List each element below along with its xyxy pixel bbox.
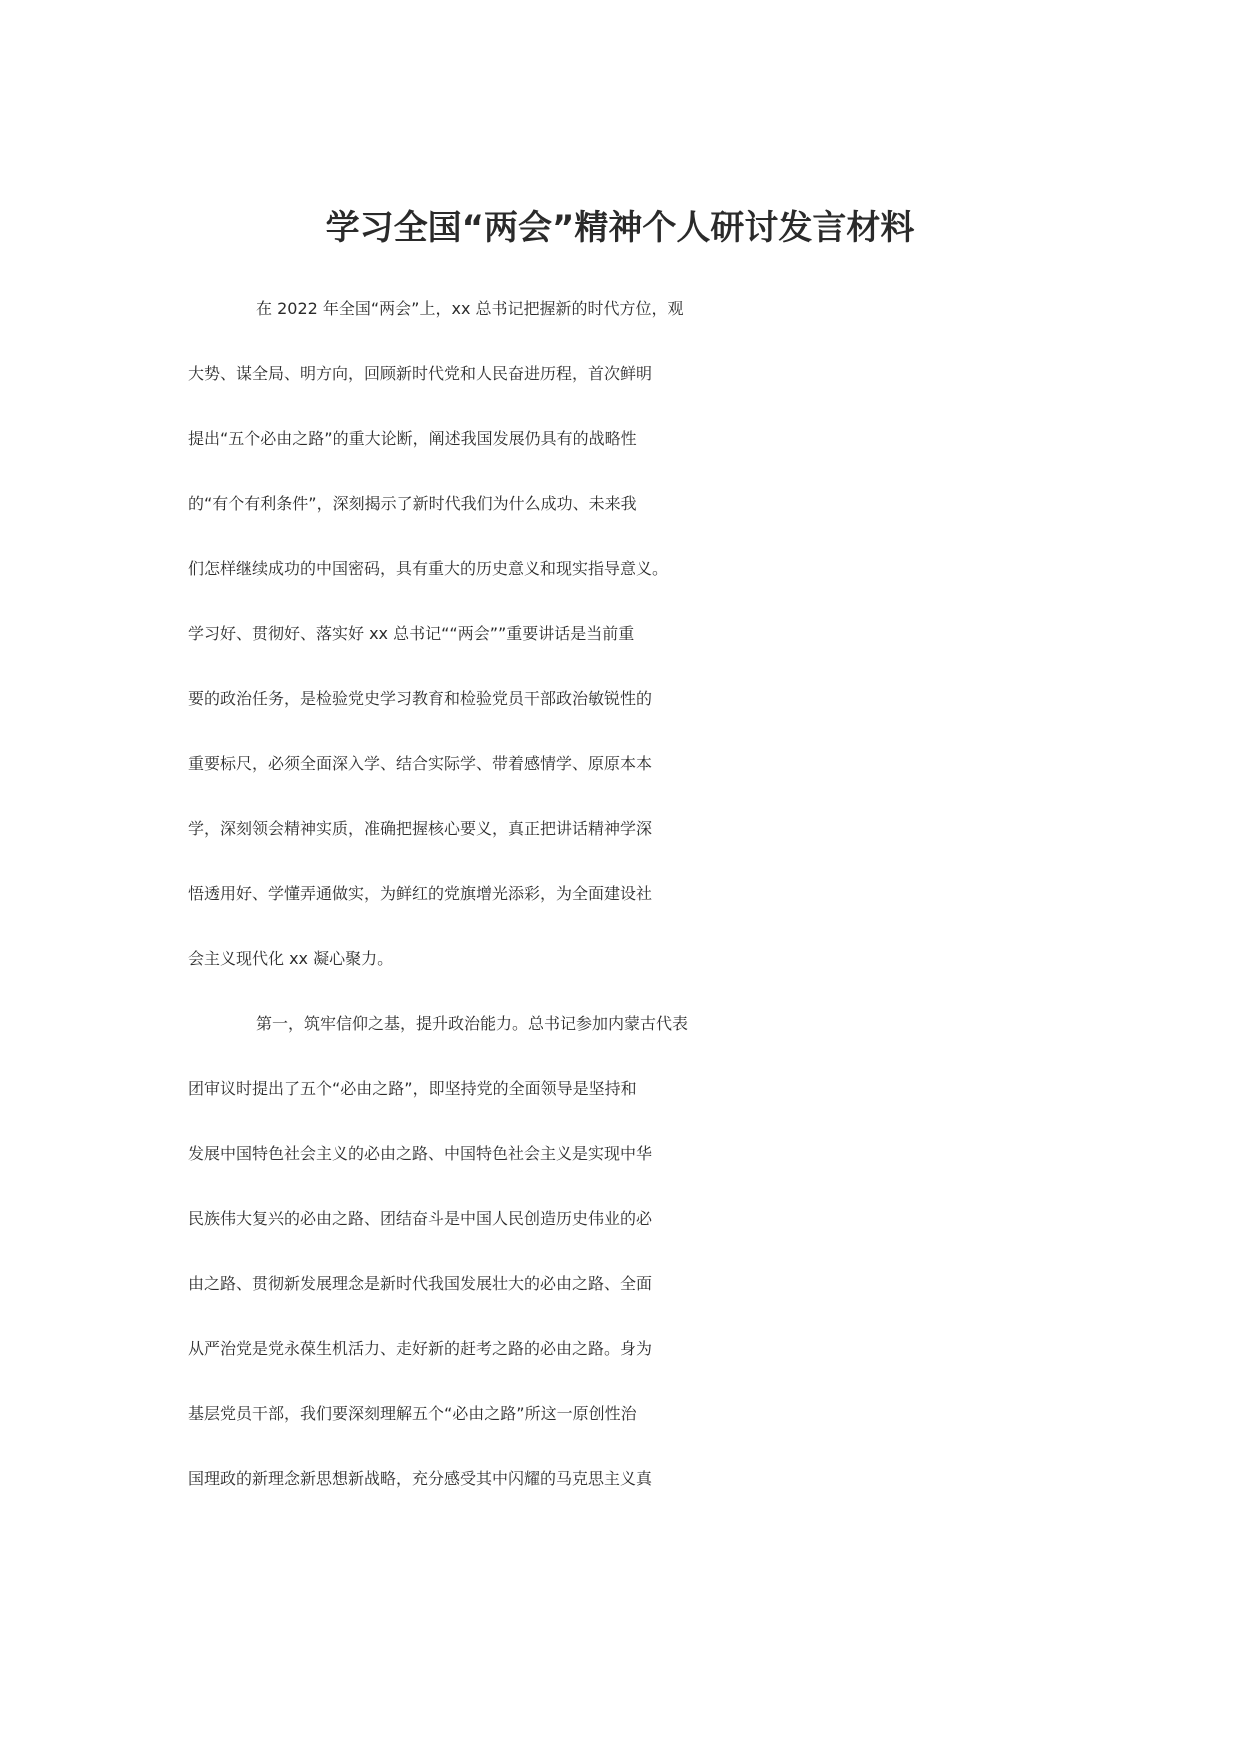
paragraph-line: 的“有个有利条件”，深刻揭示了新时代我们为什么成功、未来我 bbox=[188, 494, 637, 513]
paragraph-line: 悟透用好、学懂弄通做实，为鲜红的党旗增光添彩，为全面建设社 bbox=[188, 884, 653, 903]
paragraph-line: 由之路、贯彻新发展理念是新时代我国发展壮大的必由之路、全面 bbox=[188, 1274, 653, 1293]
paragraph-line: 民族伟大复兴的必由之路、团结奋斗是中国人民创造历史伟业的必 bbox=[188, 1209, 653, 1228]
paragraph-line: 大势、谋全局、明方向，回顾新时代党和人民奋进历程，首次鲜明 bbox=[188, 364, 653, 383]
paragraph-line: 提出“五个必由之路”的重大论断，阐述我国发展仍具有的战略性 bbox=[188, 429, 637, 448]
document-body bbox=[188, 296, 1052, 1531]
paragraph-line: 会主义现代化 xx 凝心聚力。 bbox=[188, 949, 394, 968]
paragraph-line: 从严治党是党永葆生机活力、走好新的赶考之路的必由之路。身为 bbox=[188, 1339, 653, 1358]
paragraph-2 bbox=[188, 1011, 1052, 1531]
paragraph-line: 要的政治任务，是检验党史学习教育和检验党员干部政治敏锐性的 bbox=[188, 689, 653, 708]
paragraph-line: 在 2022 年全国“两会”上，xx 总书记把握新的时代方位，观 bbox=[256, 299, 684, 318]
paragraph-line: 学，深刻领会精神实质，准确把握核心要义，真正把讲话精神学深 bbox=[188, 819, 653, 838]
paragraph-line: 基层党员干部，我们要深刻理解五个“必由之路”所这一原创性治 bbox=[188, 1404, 637, 1423]
document-title: 学习全国“两会”精神个人研讨发言材料 bbox=[325, 208, 915, 248]
paragraph-line: 学习好、贯彻好、落实好 xx 总书记““两会””重要讲话是当前重 bbox=[188, 624, 635, 643]
paragraph-line: 国理政的新理念新思想新战略，充分感受其中闪耀的马克思主义真 bbox=[188, 1469, 653, 1488]
paragraph-line: 团审议时提出了五个“必由之路”，即坚持党的全面领导是坚持和 bbox=[188, 1079, 637, 1098]
paragraph-line: 们怎样继续成功的中国密码，具有重大的历史意义和现实指导意义。 bbox=[188, 559, 669, 578]
paragraph-line: 第一，筑牢信仰之基，提升政治能力。总书记参加内蒙古代表 bbox=[256, 1014, 689, 1033]
paragraph-line: 发展中国特色社会主义的必由之路、中国特色社会主义是实现中华 bbox=[188, 1144, 653, 1163]
paragraph-1 bbox=[188, 296, 1052, 1011]
paragraph-line: 重要标尺，必须全面深入学、结合实际学、带着感情学、原原本本 bbox=[188, 754, 653, 773]
